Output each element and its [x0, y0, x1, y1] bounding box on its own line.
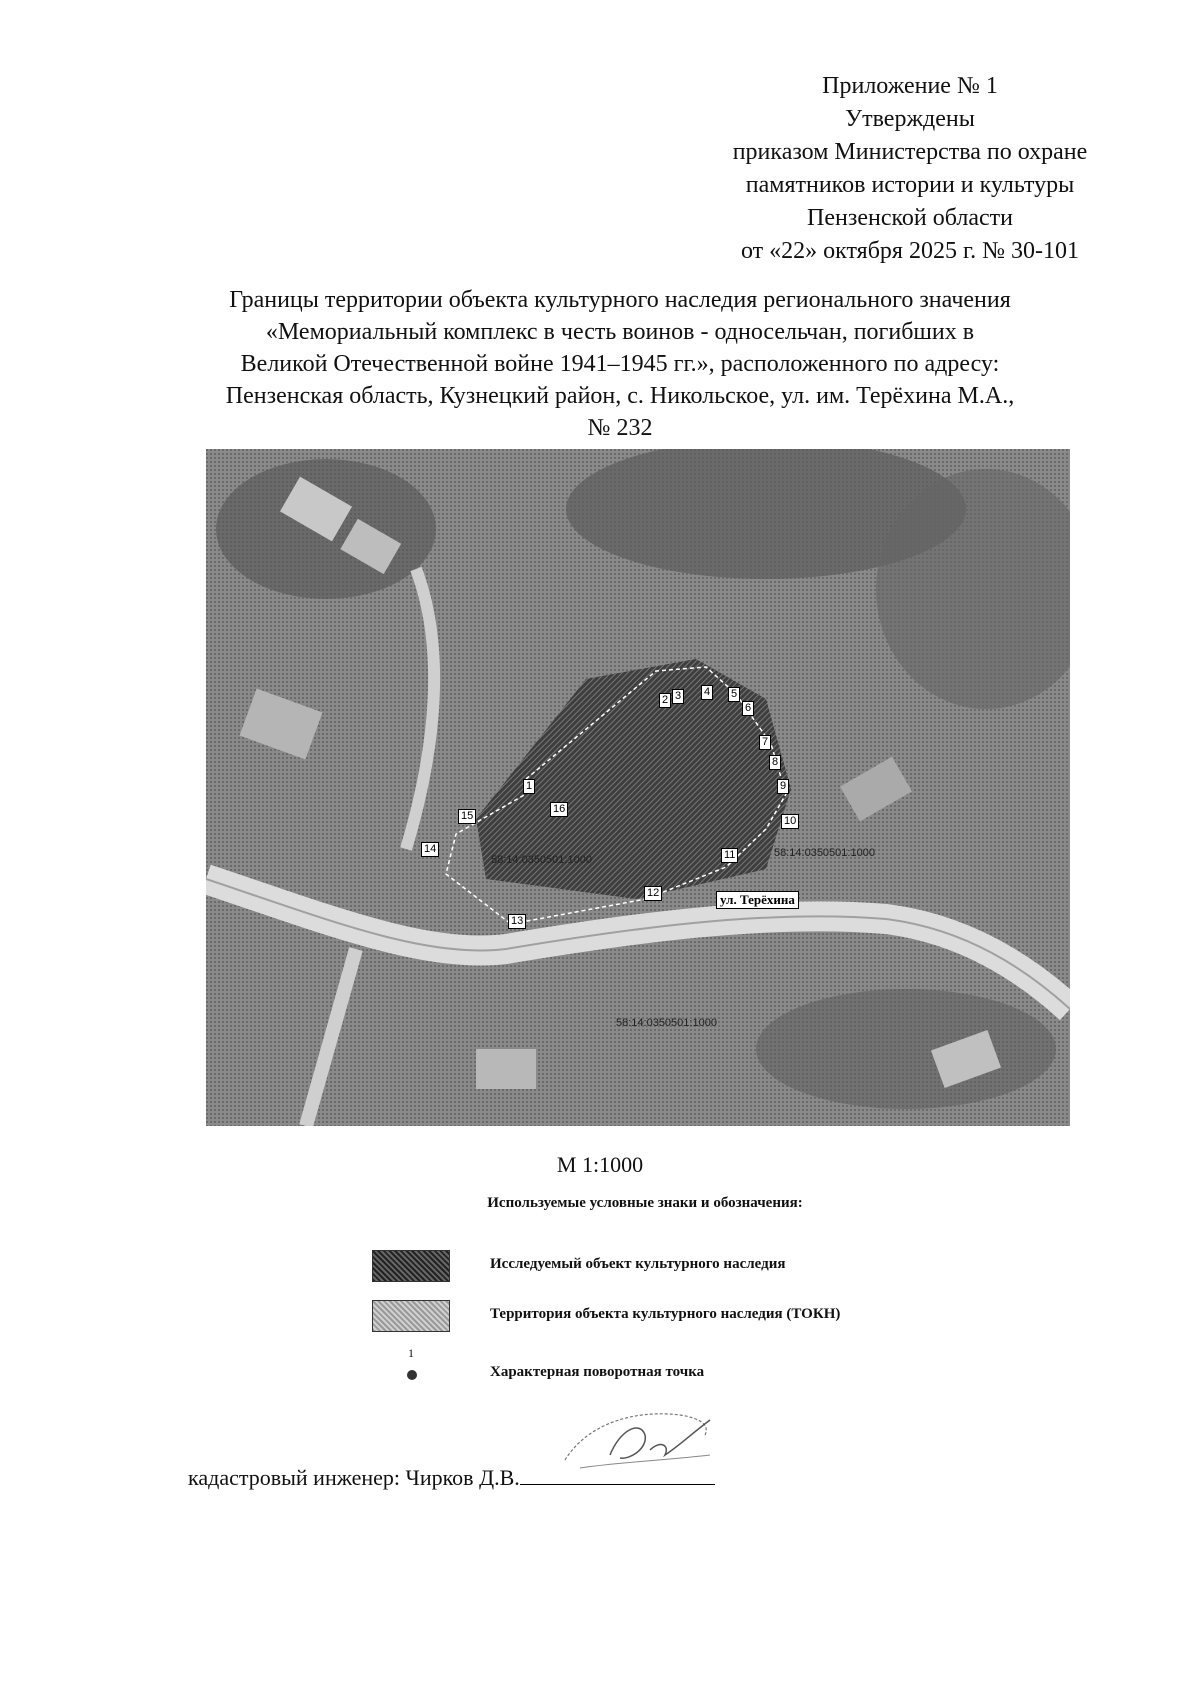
turning-point-label: 12 — [644, 886, 662, 901]
turning-point-dot-icon — [407, 1370, 417, 1380]
engineer-signature-line — [188, 1464, 715, 1491]
approval-line: приказом Министерства по охране — [732, 139, 1088, 165]
turning-point-label: 3 — [672, 689, 684, 704]
turning-point-label: 5 — [728, 687, 740, 702]
turning-point-label: 14 — [421, 842, 439, 857]
turning-point-label: 11 — [721, 848, 738, 863]
map-scale: М 1:1000 — [556, 1152, 644, 1177]
approval-line: Утверждены — [845, 106, 975, 132]
approval-line: Приложение № 1 — [822, 73, 998, 99]
turning-point-label: 8 — [769, 755, 781, 770]
turning-point-label: 15 — [458, 809, 476, 824]
turning-point-label: 2 — [659, 693, 671, 708]
turning-point-label: 10 — [781, 814, 799, 829]
turning-point-label: 4 — [701, 685, 713, 700]
title-line: «Мемориальный комплекс в честь воинов - односельчан, погибших в — [265, 319, 975, 345]
engineer-label: кадастровый инженер: Чирков Д.В. — [188, 1465, 520, 1490]
title-line: Пензенская область, Кузнецкий район, с. Никольское, ул. им. Терёхина М.А., — [225, 383, 1015, 409]
turning-point-label: 1 — [523, 779, 535, 794]
approval-line: памятников истории и культуры — [745, 172, 1075, 198]
signature-underline — [520, 1464, 715, 1485]
title-line: № 232 — [587, 415, 653, 441]
cadastral-label: 58:14:0350501:1000 — [491, 854, 592, 866]
approval-line: Пензенской области — [807, 205, 1013, 231]
title-line: Великой Отечественной войне 1941–1945 гг.», расположенного по адресу: — [240, 351, 1000, 377]
title-line: Границы территории объекта культурного наследия регионального значения — [229, 287, 1011, 313]
turning-point-label: 7 — [759, 735, 771, 750]
heritage-territory-swatch — [372, 1300, 450, 1332]
street-label: ул. Терёхина — [716, 891, 799, 909]
heritage-object-swatch — [372, 1250, 450, 1282]
satellite-map — [206, 449, 1070, 1126]
cadastral-label: 58:14:0350501:1000 — [616, 1017, 717, 1029]
cadastral-label: 58:14:0350501:1000 — [774, 847, 875, 859]
turning-point-label: 9 — [777, 779, 789, 794]
legend-label: Характерная поворотная точка — [490, 1364, 705, 1380]
approval-block — [660, 70, 1160, 268]
legend-label: Территория объекта культурного наследия (ТОКН) — [490, 1306, 841, 1322]
approval-line: от «22» октября 2025 г. № 30-101 — [740, 238, 1079, 264]
turning-point-label: 13 — [508, 914, 526, 929]
turning-point-label: 16 — [550, 802, 568, 817]
document-title — [140, 284, 1100, 444]
legend-title: Используемые условные знаки и обозначения: — [487, 1195, 803, 1211]
legend-label: Исследуемый объект культурного наследия — [490, 1256, 786, 1272]
turning-point-symbol-number: 1 — [408, 1346, 414, 1360]
turning-point-label: 6 — [742, 701, 754, 716]
